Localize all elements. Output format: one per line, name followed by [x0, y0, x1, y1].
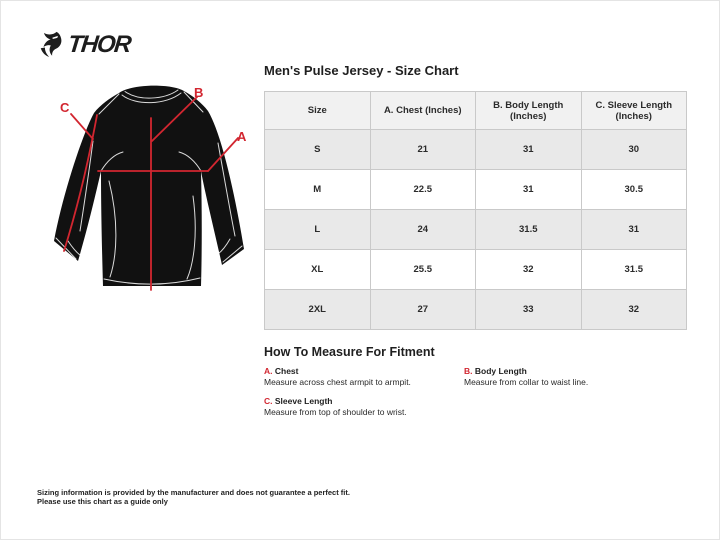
measurement-cell: 30.5 [581, 170, 687, 210]
measurement-cell: 31 [476, 170, 582, 210]
measurement-cell: 24 [370, 210, 476, 250]
size-table [264, 91, 687, 330]
size-cell: L [265, 210, 371, 250]
measurement-cell: 22.5 [370, 170, 476, 210]
measure-item-label: A. Chest [264, 366, 299, 376]
page-title: Men's Pulse Jersey - Size Chart [264, 63, 459, 78]
column-header: Size [265, 92, 371, 130]
measure-item-sleeve-length [264, 396, 464, 417]
measure-item-description: Measure from top of shoulder to wrist. [264, 407, 407, 417]
measurement-cell: 30 [581, 130, 687, 170]
measurement-cell: 33 [476, 290, 582, 330]
disclaimer-line: Sizing information is provided by the manufacturer and does not guarantee a perfect fit. [37, 488, 350, 497]
measurement-cell: 31.5 [476, 210, 582, 250]
diagram-label-a: A [237, 129, 247, 144]
table-row [265, 290, 687, 330]
size-cell: XL [265, 250, 371, 290]
table-row [265, 130, 687, 170]
column-header: A. Chest (Inches) [370, 92, 476, 130]
measurement-cell: 32 [476, 250, 582, 290]
measure-guide [264, 345, 688, 417]
size-table-container [264, 91, 687, 330]
brand-name: THOR [66, 30, 132, 58]
column-header: C. Sleeve Length (Inches) [581, 92, 687, 130]
diagram-label-c: C [60, 100, 70, 115]
measurement-cell: 31 [476, 130, 582, 170]
column-header: B. Body Length (Inches) [476, 92, 582, 130]
measure-item-label: C. Sleeve Length [264, 396, 333, 406]
table-row [265, 210, 687, 250]
measure-item-description: Measure across chest armpit to armpit. [264, 377, 411, 387]
diagram-label-b: B [194, 85, 204, 100]
measurement-cell: 31 [581, 210, 687, 250]
thor-goat-icon [37, 30, 65, 59]
jersey-measurement-diagram [46, 81, 256, 296]
table-row [265, 250, 687, 290]
measure-item-label: B. Body Length [464, 366, 527, 376]
table-header-row [265, 92, 687, 130]
size-cell: 2XL [265, 290, 371, 330]
measurement-cell: 31.5 [581, 250, 687, 290]
disclaimer-line: Please use this chart as a guide only [37, 497, 168, 507]
measure-item-body-length [464, 366, 688, 387]
measure-item-chest [264, 366, 464, 387]
measurement-cell: 21 [370, 130, 476, 170]
measurement-cell: 32 [581, 290, 687, 330]
size-cell: S [265, 130, 371, 170]
table-row [265, 170, 687, 210]
measurement-cell: 27 [370, 290, 476, 330]
measure-guide-heading: How To Measure For Fitment [264, 345, 435, 359]
size-cell: M [265, 170, 371, 210]
brand-logo [37, 30, 130, 59]
measure-item-description: Measure from collar to waist line. [464, 377, 589, 387]
sizing-disclaimer [37, 488, 350, 507]
measurement-cell: 25.5 [370, 250, 476, 290]
